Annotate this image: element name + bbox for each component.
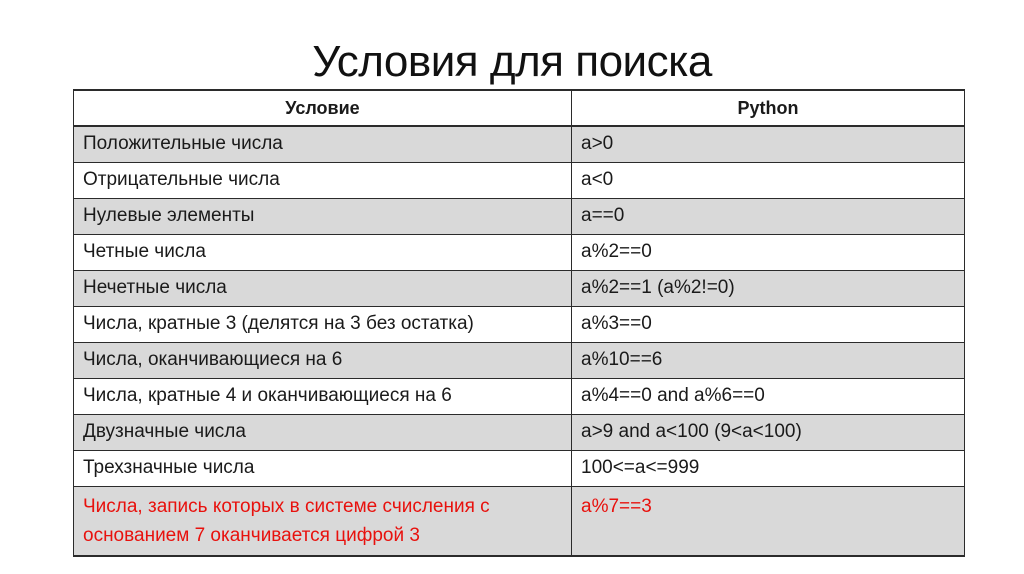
table-header-row [74,90,965,126]
table-row [74,414,965,450]
header-condition: Условие [74,90,572,126]
python-cell: a%2==0 [572,234,965,270]
table-row [74,378,965,414]
python-cell: a==0 [572,198,965,234]
python-cell: 100<=a<=999 [572,450,965,486]
table-row [74,270,965,306]
table-row-highlighted [74,486,965,556]
condition-cell: Числа, кратные 3 (делятся на 3 без остатка) [74,306,572,342]
condition-cell: Четные числа [74,234,572,270]
python-cell-highlighted: a%7==3 [572,486,965,556]
python-cell: a<0 [572,162,965,198]
condition-cell-highlighted: Числа, запись которых в системе счисления с основанием 7 оканчивается цифрой 3 [74,486,572,556]
page-title: Условия для поиска [312,37,712,86]
table-row [74,450,965,486]
python-cell: a%2==1 (a%2!=0) [572,270,965,306]
condition-cell: Нечетные числа [74,270,572,306]
python-cell: a>0 [572,126,965,162]
condition-cell: Положительные числа [74,126,572,162]
table-row [74,162,965,198]
table-row [74,126,965,162]
header-python: Python [572,90,965,126]
python-cell: a>9 and a<100 (9<a<100) [572,414,965,450]
conditions-table [73,89,965,557]
condition-cell: Двузначные числа [74,414,572,450]
python-cell: a%10==6 [572,342,965,378]
condition-cell: Нулевые элементы [74,198,572,234]
condition-cell: Числа, кратные 4 и оканчивающиеся на 6 [74,378,572,414]
table-row [74,234,965,270]
table-row [74,198,965,234]
condition-cell: Отрицательные числа [74,162,572,198]
python-cell: a%3==0 [572,306,965,342]
table-row [74,342,965,378]
condition-cell: Числа, оканчивающиеся на 6 [74,342,572,378]
condition-cell: Трехзначные числа [74,450,572,486]
table-row [74,306,965,342]
python-cell: a%4==0 and a%6==0 [572,378,965,414]
